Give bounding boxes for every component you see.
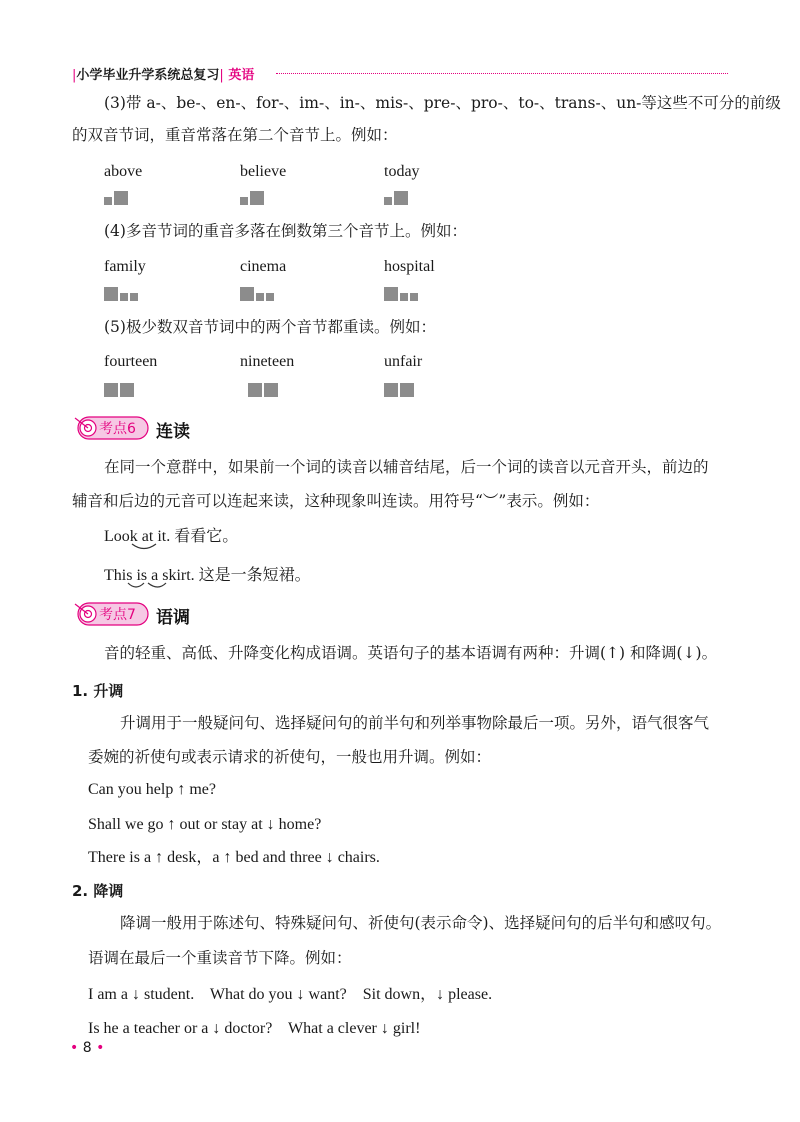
- stress-pattern-unfair: [384, 378, 416, 397]
- kaodian7-title: 语调: [156, 608, 190, 628]
- rule3-line2: 的双音节词，重音常落在第二个音节上。例如：: [72, 126, 398, 144]
- kaodian6-line2: 辅音和后边的元音可以连起来读，这种现象叫连读。用符号“︶”表示。例如：: [72, 492, 600, 510]
- page-number: • 8 •: [70, 1040, 105, 1056]
- kaodian7-intro: 音的轻重、高低、升降变化构成语调。英语句子的基本语调有两种：升调(↑) 和降调(↓)。: [104, 644, 718, 662]
- kaodian7-badge-label: 考点7: [99, 607, 136, 623]
- stress-pattern-family: [104, 282, 140, 301]
- section1-heading: 1. 升调: [72, 682, 124, 700]
- word-cinema: cinema: [240, 258, 287, 275]
- rising-example-3: There is a ↑ desk，a ↑ bed and three ↓ chairs.: [88, 849, 380, 866]
- kaodian6-badge-label: 考点6: [99, 421, 136, 437]
- subject-label: 英语: [228, 68, 255, 83]
- stress-pattern-above: [104, 186, 130, 205]
- liaison-example-2: This is a skirt. 这是一条短裙。: [104, 567, 311, 584]
- word-believe: believe: [240, 163, 287, 180]
- rule4-line1: (4)多音节词的重音多落在倒数第三个音节上。例如：: [104, 222, 467, 240]
- stress-pattern-cinema: [240, 282, 276, 301]
- rule3-line1: (3)带 a-、be-、en-、for-、im-、in-、mis-、pre-、pro-、to-、trans-、un-等这些不可分的前级: [104, 94, 781, 112]
- liaison-mark-this-is-a: [126, 581, 176, 591]
- rising-example-1: Can you help ↑ me?: [88, 781, 216, 798]
- falling-example-2: Is he a teacher or a ↓ doctor? What a clever ↓ girl!: [88, 1020, 421, 1037]
- liaison-example-1: Look at it. 看看它。: [104, 528, 239, 545]
- header-dotted-rule: [276, 73, 728, 74]
- word-above: above: [104, 163, 143, 180]
- stress-pattern-today: [384, 186, 410, 205]
- falling-example-1: I am a ↓ student. What do you ↓ want? Sit down，↓ please.: [88, 986, 493, 1003]
- stress-pattern-fourteen: [104, 378, 136, 397]
- kaodian6-badge: [72, 414, 152, 442]
- running-header: [72, 64, 254, 83]
- book-title: 小学毕业升学系统总复习: [76, 68, 220, 83]
- stress-pattern-nineteen: [248, 378, 280, 397]
- kaodian7-badge: [72, 600, 152, 628]
- word-fourteen: fourteen: [104, 353, 158, 370]
- section2-line1: 降调一般用于陈述句、特殊疑问句、祈使句(表示命令)、选择疑问句的后半句和感叹句。: [120, 914, 722, 932]
- section1-line2: 委婉的祈使句或表示请求的祈使句，一般也用升调。例如：: [88, 748, 492, 766]
- page-number-value: 8: [82, 1040, 92, 1056]
- stress-pattern-hospital: [384, 282, 420, 301]
- rising-example-2: Shall we go ↑ out or stay at ↓ home?: [88, 816, 322, 833]
- section1-line1: 升调用于一般疑问句、选择疑问句的前半句和列举事物除最后一项。另外，语气很客气: [120, 714, 710, 732]
- section2-line2: 语调在最后一个重读音节下降。例如：: [88, 949, 352, 967]
- stress-pattern-believe: [240, 186, 266, 205]
- section2-heading: 2. 降调: [72, 882, 124, 900]
- kaodian6-line1: 在同一个意群中，如果前一个词的读音以辅音结尾，后一个词的读音以元音开头，前边的: [104, 458, 709, 476]
- word-today: today: [384, 163, 420, 180]
- rule5-line1: (5)极少数双音节词中的两个音节都重读。例如：: [104, 318, 436, 336]
- kaodian6-title: 连读: [156, 422, 190, 442]
- liaison-mark-look-at: [130, 542, 160, 552]
- header-bar: |: [72, 68, 77, 83]
- header-separator: |: [219, 68, 224, 83]
- word-unfair: unfair: [384, 353, 423, 370]
- word-nineteen: nineteen: [240, 353, 295, 370]
- word-hospital: hospital: [384, 258, 435, 275]
- word-family: family: [104, 258, 146, 275]
